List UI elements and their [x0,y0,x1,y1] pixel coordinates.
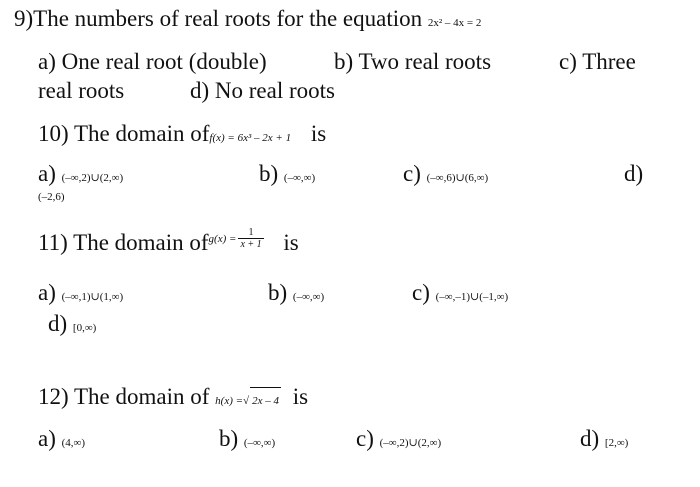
question-11-text: 11) The domain of [38,230,209,255]
fraction-numerator: 1 [238,227,263,239]
question-11-is: is [283,230,299,255]
q11-option-d [48,311,96,341]
q10-option-d-label: d) [624,161,644,186]
q9-option-c-continued: real roots [38,78,125,103]
q11-option-a-value: (–∞,1)∪(1,∞) [61,291,124,303]
q11-option-b-value: (–∞,∞) [292,291,325,303]
q11-option-a-label: a) [38,280,56,305]
q10-option-a-label: a) [38,161,56,186]
q10-option-c-label: c) [403,161,421,186]
q9-option-c: c) Three [559,49,636,74]
q12-option-a [38,426,85,456]
question-9-text: 9)The numbers of real roots for the equation [14,6,423,31]
q12-option-a-label: a) [38,426,56,451]
question-12-function-lhs: h(x) = [215,395,244,407]
q11-option-d-label: d) [48,311,68,336]
q11-option-c [412,280,508,310]
q12-option-c-label: c) [356,426,374,451]
question-10-text: 10) The domain of [38,121,210,146]
question-12-text: 12) The domain of [38,384,210,409]
q11-option-a [38,280,123,310]
q11-option-c-value: (–∞,–1)∪(–1,∞) [435,291,509,303]
question-12-is: is [292,384,309,409]
question-12-radicand: 2x – 4 [250,387,281,414]
question-11-function-lhs: g(x) = [208,233,237,245]
q10-option-b-value: (–∞,∞) [283,172,316,184]
question-10-function: f(x) = 6x³ – 2x + 1 [209,132,292,144]
q10-option-c [403,161,488,191]
fraction-denominator: x + 1 [240,239,262,251]
q10-option-b-label: b) [259,161,279,186]
q10-option-a [38,161,123,191]
q12-option-b [219,426,275,456]
q9-option-d: d) No real roots [190,78,335,103]
q12-option-a-value: (4,∞) [61,437,86,449]
q11-option-b [268,280,324,310]
q10-option-d-value: (–2,6) [38,191,65,203]
q12-option-b-value: (–∞,∞) [243,437,276,449]
q12-option-d-value: [2,∞) [604,437,629,449]
question-10 [38,121,326,151]
question-11-fraction [238,227,263,250]
question-12 [38,384,308,414]
question-9 [14,6,481,36]
q12-option-c [356,426,441,456]
q10-option-a-value: (–∞,2)∪(2,∞) [61,172,124,184]
question-9-equation: 2x² – 4x = 2 [427,17,482,29]
q11-option-d-value: [0,∞) [72,322,97,334]
q9-option-b: b) Two real roots [334,49,492,74]
q9-option-a: a) One real root (double) [38,49,267,74]
question-11 [38,227,299,260]
question-10-is: is [310,121,327,146]
q11-option-c-label: c) [412,280,430,305]
q11-option-b-label: b) [268,280,288,305]
q12-option-b-label: b) [219,426,239,451]
q10-option-c-value: (–∞,6)∪(6,∞) [426,172,489,184]
q10-option-b [259,161,315,191]
sqrt-sign: √ [243,395,250,407]
q12-option-c-value: (–∞,2)∪(2,∞) [379,437,442,449]
q12-option-d [580,426,628,456]
q12-option-d-label: d) [580,426,600,451]
